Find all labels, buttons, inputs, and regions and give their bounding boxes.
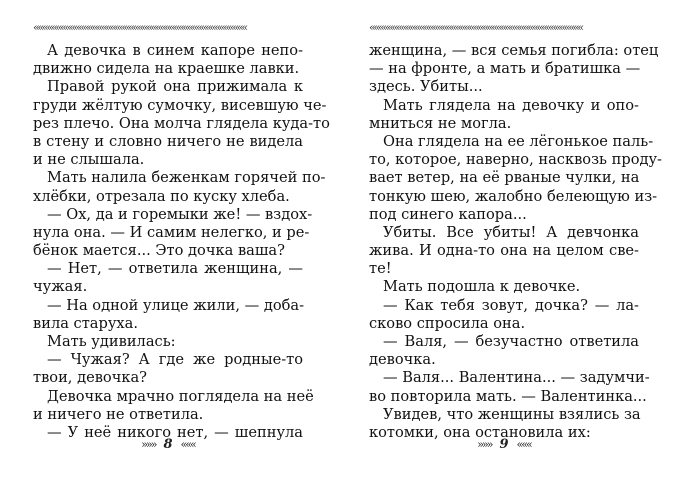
left-page-text: [33, 42, 330, 442]
text-line: Мать подошла к девочке.: [383, 278, 581, 296]
page-number: 8: [163, 437, 173, 452]
text-line: рез плечо. Она молча глядела куда-то: [33, 114, 330, 132]
text-line: груди жёлтую сумочку, висевшую че-: [33, 96, 327, 114]
text-line: сково спросила она.: [369, 314, 526, 332]
text-line: Мать налила беженкам горячей по-: [47, 169, 326, 187]
text-line: А девочка в синем капоре непо-: [47, 42, 303, 59]
folio-ornament-left: »»»: [477, 438, 492, 451]
text-line: — Как тебя зовут, дочка? — ла-: [383, 296, 639, 314]
text-line: в стену и словно ничего не видела: [33, 132, 303, 150]
top-ornament: «««««««««««««««««««««««««««««««««««««««««««««««: [369, 22, 582, 34]
top-ornament: «««««««««««««««««««««««««««««««««««««««««««««««: [33, 22, 246, 34]
text-line: чужая.: [33, 278, 88, 296]
text-line: Правой рукой она прижимала к: [47, 78, 303, 96]
right-page-folio: [369, 434, 639, 456]
text-line: нула она. — И самим нелегко, и ре-: [33, 223, 310, 241]
text-line: под синего капора...: [369, 205, 527, 223]
text-line: — У неё никого нет, — шепнула: [47, 423, 303, 441]
left-page-folio: [33, 434, 303, 456]
text-line: — Валя, — безучастно ответила: [383, 333, 639, 350]
folio-ornament-left: »»»: [141, 438, 156, 451]
text-line: — Ох, да и горемыки же! — вздох-: [47, 205, 313, 223]
text-line: Мать удивилась:: [47, 333, 176, 350]
text-line: вила старуха.: [33, 314, 138, 332]
text-line: — Чужая? А где же родные-то: [47, 351, 303, 369]
text-line: тонкую шею, жалобно белеющую из-: [369, 187, 658, 205]
text-line: женщина, — вся семья погибла: отец: [369, 42, 659, 59]
text-line: — Валя... Валентина... — задумчи-: [383, 369, 650, 387]
folio-ornament-right: «««: [516, 438, 531, 451]
text-line: и ничего не ответила.: [33, 405, 204, 423]
page-number: 9: [499, 437, 509, 452]
text-line: Она глядела на ее лёгонькое паль-: [383, 132, 654, 150]
text-line: здесь. Убиты...: [369, 78, 483, 96]
text-line: девочка.: [369, 351, 436, 369]
text-line: Мать глядела на девочку и опо-: [383, 96, 639, 114]
right-page-text: [369, 42, 662, 442]
text-line: хлёбки, отрезала по куску хлеба.: [33, 187, 290, 205]
text-line: — на фронте, а мать и братишка —: [369, 60, 641, 78]
text-line: те!: [369, 260, 392, 278]
text-line: движно сидела на краешке лавки.: [33, 60, 300, 78]
text-line: твои, девочка?: [33, 369, 147, 387]
text-line: жива. И одна-то она на целом све-: [369, 242, 639, 260]
left-page: [33, 0, 330, 488]
text-line: Увидев, что женщины взялись за: [383, 405, 641, 423]
text-line: и не слышала.: [33, 151, 145, 169]
folio-ornament-right: «««: [180, 438, 195, 451]
text-line: Убиты. Все убиты! А девчонка: [383, 223, 639, 241]
text-line: вает ветер, на её рваные чулки, на: [369, 169, 640, 187]
text-line: бёнок мается... Это дочка ваша?: [33, 242, 285, 260]
text-line: мниться не могла.: [369, 114, 512, 132]
text-line: Девочка мрачно поглядела на неё: [47, 387, 314, 405]
text-line: во повторила мать. — Валентинка...: [369, 387, 647, 405]
text-line: — На одной улице жили, — доба-: [47, 296, 305, 314]
text-line: котомки, она остановила их:: [369, 423, 591, 441]
text-line: то, которое, наверно, насквозь проду-: [369, 151, 662, 169]
text-line: — Нет, — ответила женщина, —: [47, 260, 303, 278]
right-page: [369, 0, 662, 488]
